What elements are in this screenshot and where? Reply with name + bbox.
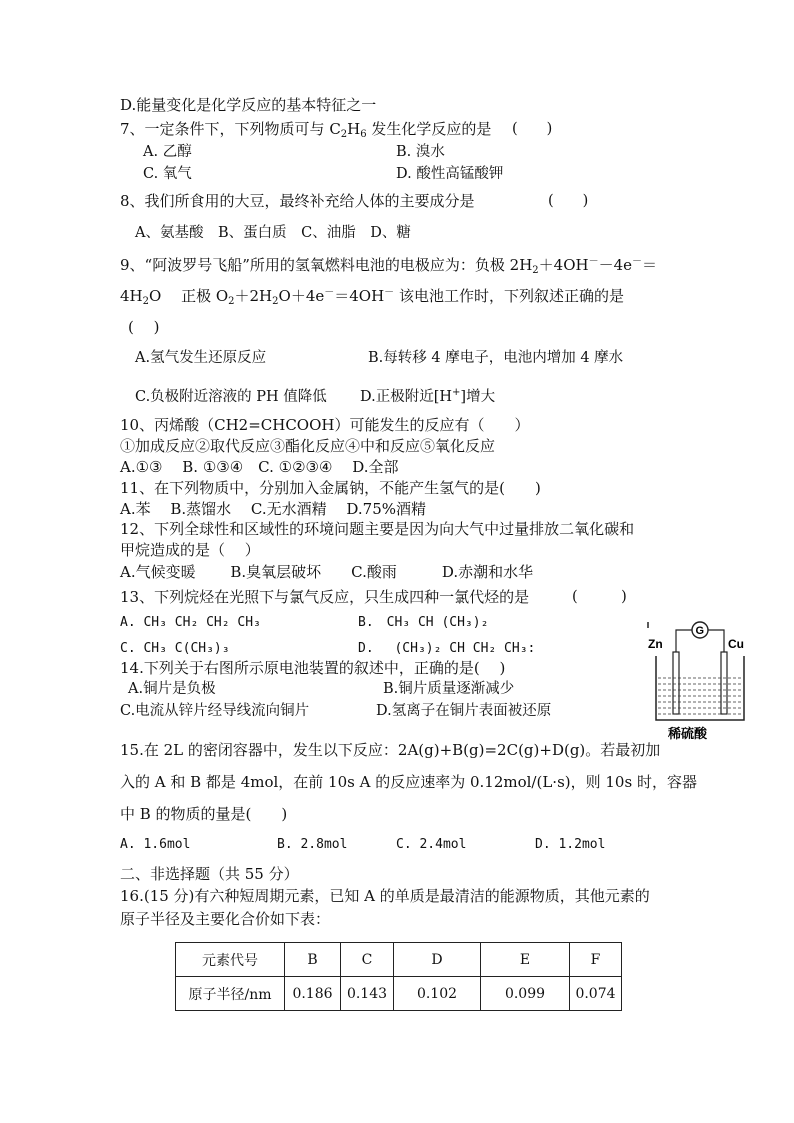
q9-l2sup2: －	[384, 287, 395, 298]
table-cell: D	[394, 943, 481, 977]
q12-line1: 12、下列全球性和区域性的环境问题主要是因为向大气中过量排放二氧化碳和	[120, 520, 635, 538]
q10-line2: ①加成反应②取代反应③酯化反应④中和反应⑤氧化反应	[120, 437, 496, 455]
q11-options: A.苯 B.蒸馏水 C.无水酒精 D.75%酒精	[120, 500, 427, 518]
q12-line2: 甲烷造成的是（ ）	[120, 541, 260, 559]
table-cell: 0.099	[481, 977, 570, 1011]
q9-paren: ( )	[128, 318, 160, 336]
q6-option-d: D.能量变化是化学反应的基本特征之一	[120, 96, 377, 114]
table-cell: E	[481, 943, 570, 977]
q7-sub1: 2	[340, 129, 348, 140]
q9-l2sup: －	[324, 287, 335, 298]
electrolyte-label: 稀硫酸	[668, 727, 708, 742]
q15-line3: 中 B 的物质的量是( )	[120, 805, 288, 823]
q16-line1: 16.(15 分)有六种短周期元素，已知 A 的单质是最清洁的能源物质，其他元素的	[120, 887, 650, 905]
q9-option-d	[360, 388, 495, 406]
table-header-row	[176, 943, 622, 977]
q14-option-c: C.电流从锌片经导线流向铜片	[120, 703, 310, 719]
table-cell: 元素代号	[176, 943, 285, 977]
table-cell: C	[341, 943, 394, 977]
q14-stem: 14.下列关于右图所示原电池装置的叙述中，正确的是( )	[120, 659, 506, 677]
table-cell: 0.074	[570, 977, 622, 1011]
q8-stem: 8、我们所食用的大豆，最终补充给人体的主要成分是	[120, 192, 475, 210]
q7-stem-post: 发生化学反应的是	[366, 120, 492, 138]
q7-h: H	[347, 120, 361, 138]
q9-oh: ＋4OH	[538, 256, 589, 274]
q9-option-a: A.氢气发生还原反应	[135, 350, 267, 366]
wire-right	[708, 630, 724, 654]
q9-l2c: ＋2H	[234, 287, 273, 305]
table-cell: 0.143	[341, 977, 394, 1011]
q9-sup: －	[588, 256, 599, 267]
table-cell: B	[285, 943, 341, 977]
q7-paren: ( )	[512, 121, 553, 137]
q7-option-d: D. 酸性高锰酸钾	[396, 166, 504, 182]
wire-left	[676, 630, 692, 654]
q7-stem	[120, 120, 491, 138]
q7-option-a: A. 乙醇	[143, 144, 192, 160]
q7-stem-pre: 7、一定条件下，下列物质可与 C	[120, 120, 341, 138]
q14-option-d: D.氢离子在铜片表面被还原	[376, 703, 552, 719]
q15-option-c: C. 2.4mol	[396, 837, 467, 852]
q13-option-d: D. (CH₃)₂ CH CH₂ CH₃:	[358, 641, 536, 656]
q9-l2e: ＝4OH	[334, 287, 385, 305]
q16-line2: 原子半径及主要化合价如下表：	[120, 910, 331, 928]
q14-option-b: B.铜片质量逐渐减少	[383, 681, 515, 697]
q9-sub: 2	[532, 265, 539, 276]
q15-option-b: B. 2.8mol	[277, 837, 348, 852]
table-cell: 原子半径/nm	[176, 977, 285, 1011]
q9-line1-text: 9、“阿波罗号飞船”所用的氢氧燃料电池的电极应为：负极 2H	[120, 256, 533, 274]
q11-stem: 11、在下列物质中，分别加入金属钠，不能产生氢气的是( )	[120, 479, 541, 497]
table-cell: 0.186	[285, 977, 341, 1011]
galvanometer-label: G	[695, 625, 705, 637]
section-heading: 二、非选择题（共 55 分）	[120, 865, 299, 883]
q15-line2: 入的 A 和 B 都是 4mol，在前 10s A 的反应速率为 0.12mol/(L·s)，则 10s 时，容器	[120, 773, 697, 791]
beaker	[656, 656, 744, 720]
q13-stem: 13、下列烷烃在光照下与氯气反应，只生成四种一氯代烃的是	[120, 588, 530, 606]
q8-paren: ( )	[548, 193, 589, 209]
q10-stem: 10、丙烯酸（CH2=CHCOOH）可能发生的反应有（ ）	[120, 416, 530, 434]
q9-l2a: 4H	[120, 287, 143, 305]
solution-lines	[658, 678, 742, 714]
q9-d-pre: D.正极附近[H	[360, 389, 453, 405]
q9-d-post: ]增大	[460, 389, 496, 405]
zn-label: Zn	[648, 637, 663, 651]
q15-option-d: D. 1.2mol	[535, 837, 606, 852]
q9-d-sup: +	[452, 387, 461, 398]
q9-l2b: O 正极 O	[149, 287, 229, 305]
q7-sub2: 6	[360, 129, 367, 140]
table-cell: 0.102	[394, 977, 481, 1011]
copper-electrode	[721, 652, 727, 714]
q14-option-a: A.铜片是负极	[128, 681, 216, 697]
q9-l2sub: 2	[142, 296, 149, 307]
q9-line1	[120, 256, 657, 274]
q9-option-c: C.负极附近溶液的 PH 值降低	[135, 389, 327, 405]
q13-option-b: B. CH₃ CH (CH₃)₂	[358, 615, 489, 630]
zinc-electrode	[673, 652, 679, 714]
q9-option-b: B.每转移 4 摩电子，电池内增加 4 摩水	[368, 350, 624, 366]
q13-option-a: A. CH₃ CH₂ CH₂ CH₃	[120, 615, 261, 630]
q12-options: A.气候变暖 B.臭氧层破坏 C.酸雨 D.赤潮和水华	[120, 563, 534, 581]
element-table	[175, 942, 622, 1011]
q13-paren: ( )	[572, 589, 627, 605]
q9-sup2: －	[632, 256, 643, 267]
galvanic-cell-figure	[644, 618, 748, 742]
q9-line2	[120, 287, 624, 305]
q9-l2d: O＋4e	[278, 287, 325, 305]
cu-label: Cu	[728, 637, 744, 651]
q10-options: A.①③ B. ①③④ C. ①②③④ D.全部	[120, 458, 399, 476]
q8-options: A、氨基酸 B、蛋白质 C、油脂 D、糖	[135, 225, 411, 241]
q9-l2f: 该电池工作时，下列叙述正确的是	[394, 287, 624, 305]
q9-eq: ＝	[642, 256, 658, 274]
q9-e: －4e	[598, 256, 633, 274]
q7-option-c: C. 氧气	[143, 166, 192, 182]
q9-l2sub3: 2	[272, 296, 279, 307]
q13-option-c: C. CH₃ C(CH₃)₃	[120, 641, 230, 656]
q15-option-a: A. 1.6mol	[120, 837, 191, 852]
q7-option-b: B. 溴水	[396, 144, 445, 160]
q9-l2sub2: 2	[228, 296, 235, 307]
table-cell: F	[570, 943, 622, 977]
table-row	[176, 977, 622, 1011]
q15-line1: 15.在 2L 的密闭容器中，发生以下反应：2A(g)+B(g)=2C(g)+D(g)。若最初加	[120, 741, 661, 759]
